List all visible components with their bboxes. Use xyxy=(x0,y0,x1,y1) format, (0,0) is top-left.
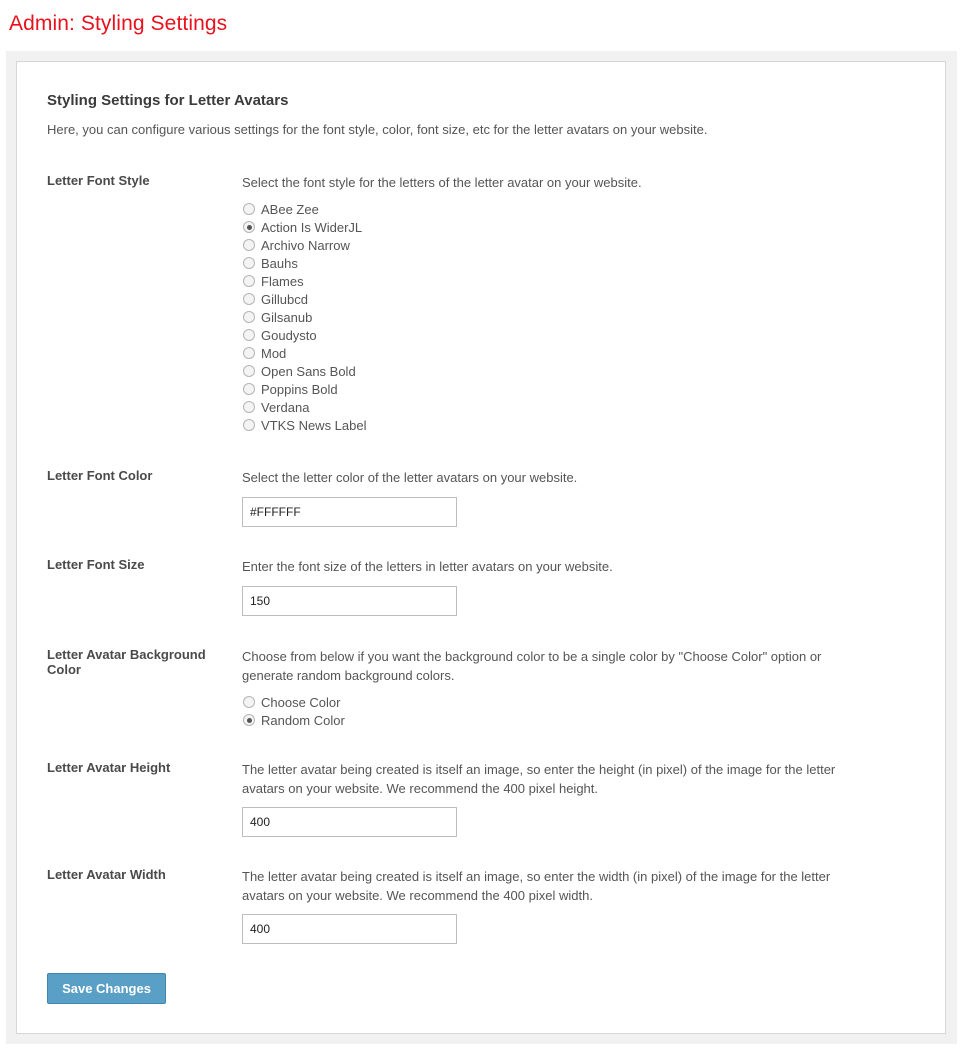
font-style-option-label: ABee Zee xyxy=(261,201,319,217)
font-style-option-poppins-bold[interactable] xyxy=(242,380,882,398)
font-style-option-gillubcd[interactable] xyxy=(242,290,882,308)
avatar-height-field xyxy=(242,760,882,837)
font-style-option-action-is-widerjl[interactable] xyxy=(242,218,882,236)
section-title: Styling Settings for Letter Avatars xyxy=(47,92,289,109)
font-style-option-label: Archivo Narrow xyxy=(261,237,350,253)
font-style-option-label: Flames xyxy=(261,273,304,289)
font-color-input[interactable]: #FFFFFF xyxy=(242,497,457,527)
radio-icon[interactable] xyxy=(243,365,255,377)
radio-icon[interactable] xyxy=(243,401,255,413)
background-option-random-color[interactable] xyxy=(242,711,882,729)
save-changes-button[interactable]: Save Changes xyxy=(47,973,166,1004)
font-style-option-abee-zee[interactable] xyxy=(242,200,882,218)
background-color-label: Letter Avatar Background Color xyxy=(47,647,206,677)
font-style-option-archivo-narrow[interactable] xyxy=(242,236,882,254)
font-style-option-label: Action Is WiderJL xyxy=(261,219,363,235)
avatar-height-input[interactable]: 400 xyxy=(242,807,457,837)
font-size-description: Enter the font size of the letters in letter avatars on your website. xyxy=(242,559,613,574)
background-option-choose-color[interactable] xyxy=(242,693,882,711)
background-color-radio-group xyxy=(242,693,882,729)
avatar-height-label: Letter Avatar Height xyxy=(47,760,171,775)
font-style-option-goudysto[interactable] xyxy=(242,326,882,344)
font-size-field xyxy=(242,557,882,616)
radio-checked-icon[interactable] xyxy=(243,221,255,233)
font-style-option-label: VTKS News Label xyxy=(261,417,367,433)
radio-icon[interactable] xyxy=(243,696,255,708)
font-style-option-label: Bauhs xyxy=(261,255,298,271)
radio-icon[interactable] xyxy=(243,311,255,323)
font-style-option-label: Goudysto xyxy=(261,327,317,343)
font-size-label: Letter Font Size xyxy=(47,557,145,572)
radio-icon[interactable] xyxy=(243,239,255,251)
background-color-description: Choose from below if you want the background color to be a single color by "Choose Color" option or generate random background colors. xyxy=(242,649,822,683)
background-option-label: Random Color xyxy=(261,712,345,728)
font-color-field xyxy=(242,468,882,527)
font-style-option-open-sans-bold[interactable] xyxy=(242,362,882,380)
settings-card xyxy=(16,61,946,1034)
radio-icon[interactable] xyxy=(243,293,255,305)
radio-icon[interactable] xyxy=(243,275,255,287)
font-style-radio-group xyxy=(242,200,882,434)
font-color-label: Letter Font Color xyxy=(47,468,153,483)
font-style-option-bauhs[interactable] xyxy=(242,254,882,272)
font-style-option-label: Gillubcd xyxy=(261,291,308,307)
font-style-description: Select the font style for the letters of the letter avatar on your website. xyxy=(242,175,642,190)
radio-checked-icon[interactable] xyxy=(243,714,255,726)
font-style-label: Letter Font Style xyxy=(47,173,150,188)
radio-icon[interactable] xyxy=(243,203,255,215)
font-style-field xyxy=(242,173,882,434)
radio-icon[interactable] xyxy=(243,347,255,359)
section-intro: Here, you can configure various settings for the font style, color, font size, etc for the letter avatars on your website. xyxy=(47,122,708,137)
radio-icon[interactable] xyxy=(243,419,255,431)
font-style-option-label: Gilsanub xyxy=(261,309,313,325)
avatar-width-field xyxy=(242,867,882,944)
font-style-option-label: Mod xyxy=(261,345,287,361)
font-color-description: Select the letter color of the letter avatars on your website. xyxy=(242,470,578,485)
avatar-height-description: The letter avatar being created is itself an image, so enter the height (in pixel) of the image for the letter avatars on your website. We recommend the 400 pixel height. xyxy=(242,762,836,796)
radio-icon[interactable] xyxy=(243,329,255,341)
background-option-label: Choose Color xyxy=(261,694,341,710)
radio-icon[interactable] xyxy=(243,257,255,269)
font-style-option-label: Poppins Bold xyxy=(261,381,338,397)
font-style-option-label: Open Sans Bold xyxy=(261,363,356,379)
font-style-option-mod[interactable] xyxy=(242,344,882,362)
page-title: Admin: Styling Settings xyxy=(9,12,228,35)
font-style-option-verdana[interactable] xyxy=(242,398,882,416)
font-style-option-vtks-news-label[interactable] xyxy=(242,416,882,434)
font-style-option-gilsanub[interactable] xyxy=(242,308,882,326)
font-style-option-flames[interactable] xyxy=(242,272,882,290)
avatar-width-label: Letter Avatar Width xyxy=(47,867,166,882)
avatar-width-input[interactable]: 400 xyxy=(242,914,457,944)
radio-icon[interactable] xyxy=(243,383,255,395)
background-color-field xyxy=(242,647,882,729)
avatar-width-description: The letter avatar being created is itself an image, so enter the width (in pixel) of the image for the letter avatars on your website. We recommend the 400 pixel width. xyxy=(242,869,831,903)
font-size-input[interactable]: 150 xyxy=(242,586,457,616)
font-style-option-label: Verdana xyxy=(261,399,310,415)
